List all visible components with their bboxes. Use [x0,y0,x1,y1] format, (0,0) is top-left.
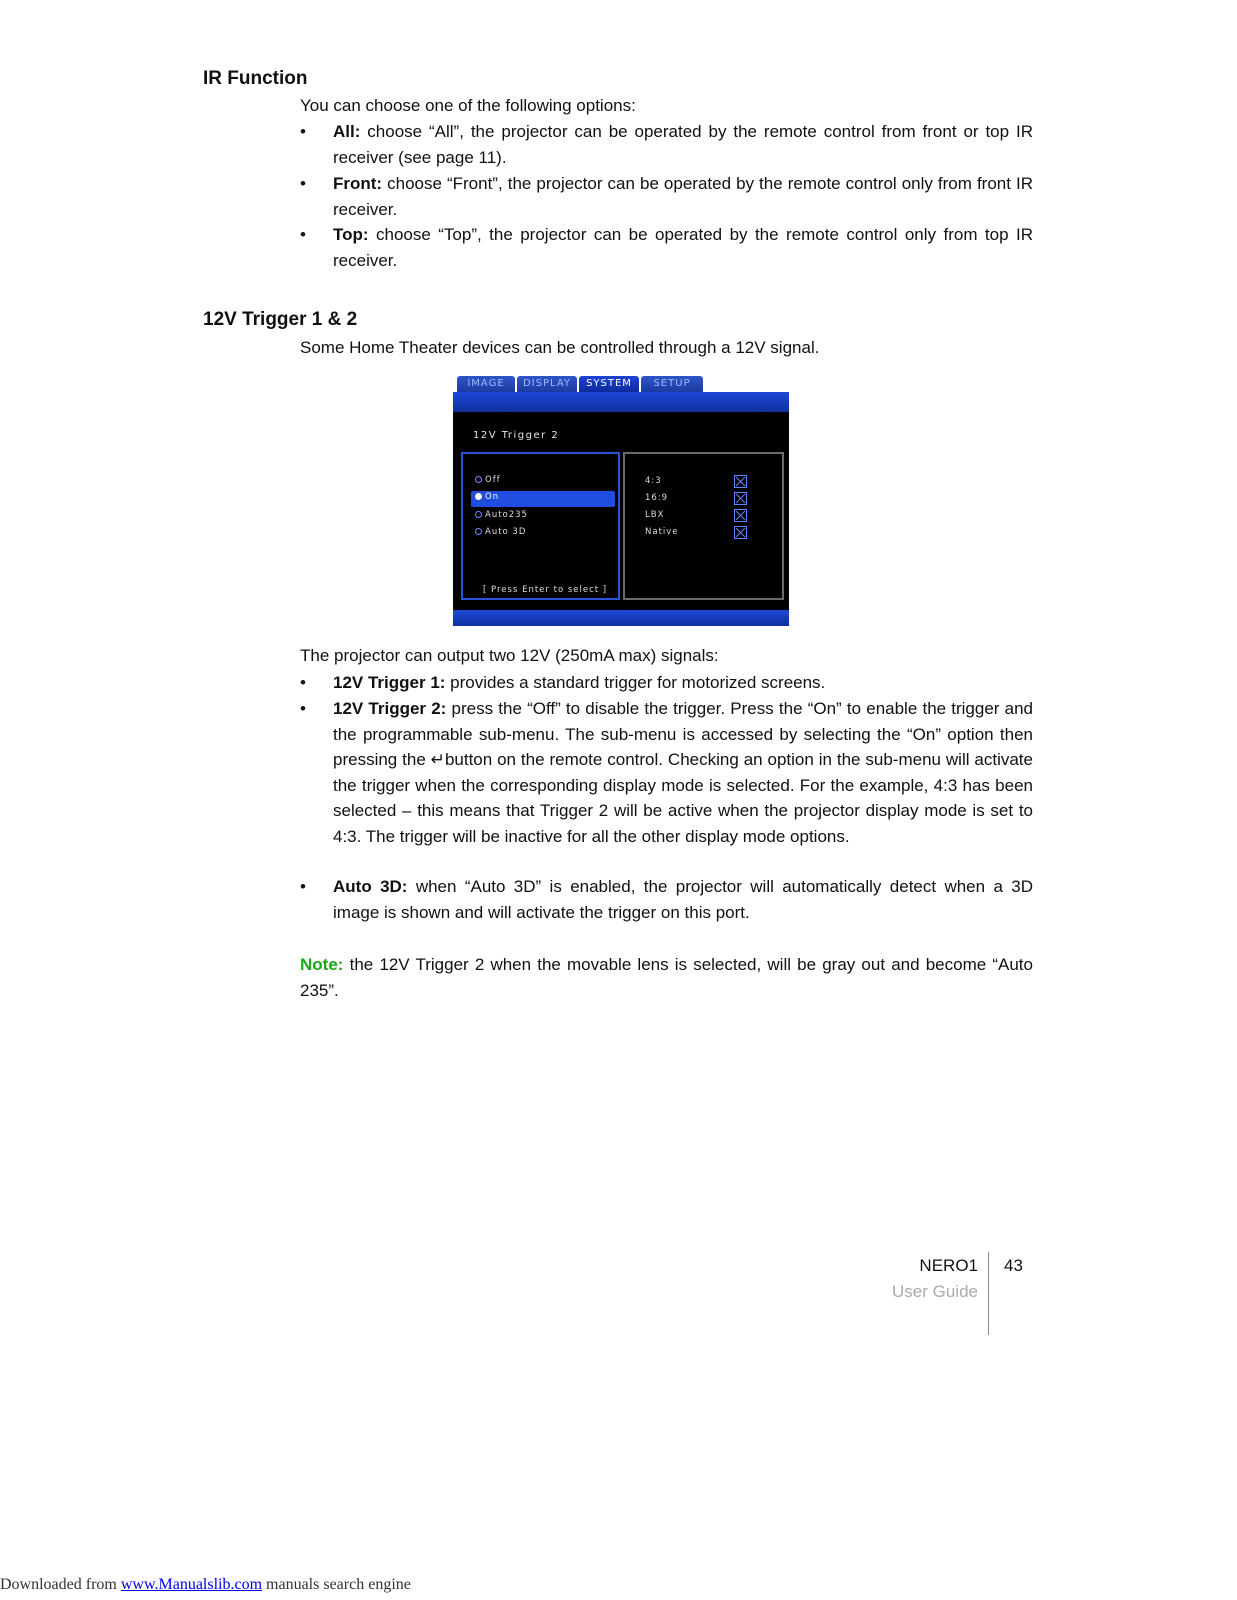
footer-divider [988,1252,989,1335]
ir-bullet-front: Front: choose “Front”, the projector can be operated by the remote control only from front IR receiver. [333,174,1033,219]
note-paragraph: Note: the 12V Trigger 2 when the movable lens is selected, will be gray out and become “Auto 235”. [300,955,1033,1000]
osd-tab-setup[interactable]: SETUP [641,376,703,392]
osd-title: 12V Trigger 2 [473,430,560,441]
page-number: 43 [1004,1256,1023,1275]
osd-mode-16-9: 16:9 [645,493,669,503]
section-heading-12v-trigger: 12V Trigger 1 & 2 [203,309,358,330]
osd-tab-display[interactable]: DISPLAY [517,376,577,392]
checkbox-checked-icon[interactable] [734,509,747,522]
checkbox-checked-icon[interactable] [734,492,747,505]
bullet-icon: • [300,877,306,896]
radio-icon [475,528,482,535]
checkbox-checked-icon[interactable] [734,526,747,539]
bullet-icon: • [300,673,306,692]
bullet-icon: • [300,699,306,718]
bullet-icon: • [300,225,306,244]
radio-selected-icon [475,493,482,500]
osd-tab-system[interactable]: SYSTEM [579,376,639,392]
osd-option-on[interactable]: On [475,492,499,502]
osd-mode-native: Native [645,527,679,537]
trigger-bullet-auto3d: Auto 3D: when “Auto 3D” is enabled, the projector will automatically detect when a 3D image is shown and will activate the trigger on this port. [333,877,1033,922]
ir-intro: You can choose one of the following options: [300,96,636,115]
osd-tab-image[interactable]: IMAGE [457,376,515,392]
osd-mode-lbx: LBX [645,510,665,520]
footer-product: NERO1 [919,1256,978,1275]
radio-icon [475,476,482,483]
trigger-intro: Some Home Theater devices can be controlled through a 12V signal. [300,338,820,357]
checkbox-checked-icon[interactable] [734,475,747,488]
trigger-bullet-2: 12V Trigger 2: press the “Off” to disable the trigger. Press the “On” to enable the trigger and the programmable sub-menu. The sub-menu is accessed by selecting the “On” option then pressing the ↵button on the remote control. Checking an option in the sub-menu will activate the trigger when the corresponding display mode is selected. For the example, 4:3 has been selected – this means that Trigger 2 will be active when the projector display mode is set to 4:3. The trigger will be inactive for all the other display mode options. [333,699,1033,846]
footer-guide: User Guide [892,1282,978,1301]
osd-top-bar [453,392,789,412]
osd-bottom-bar [453,610,789,626]
ir-bullet-top: Top: choose “Top”, the projector can be operated by the remote control only from top IR receiver. [333,225,1033,270]
manualslib-link[interactable]: www.Manualslib.com [120,1576,263,1593]
osd-option-auto235[interactable]: Auto235 [475,510,528,520]
bullet-icon: • [300,122,306,141]
trigger-output-text: The projector can output two 12V (250mA max) signals: [300,646,719,665]
osd-hint: [ Press Enter to select ] [483,585,608,595]
osd-modes-panel [623,452,784,600]
ir-bullet-all: All: choose “All”, the projector can be operated by the remote control from front or top IR receiver (see page 11). [333,122,1033,167]
bullet-icon: • [300,174,306,193]
radio-icon [475,511,482,518]
download-credit: Downloaded from www.Manualslib.com manuals search engine [0,1576,411,1593]
osd-mode-4-3: 4:3 [645,476,662,486]
osd-menu-screenshot [453,374,789,626]
trigger-bullet-1: 12V Trigger 1: provides a standard trigger for motorized screens. [333,673,826,692]
osd-option-auto3d[interactable]: Auto 3D [475,527,526,537]
section-heading-ir-function: IR Function [203,68,308,89]
osd-option-off[interactable]: Off [475,475,501,485]
